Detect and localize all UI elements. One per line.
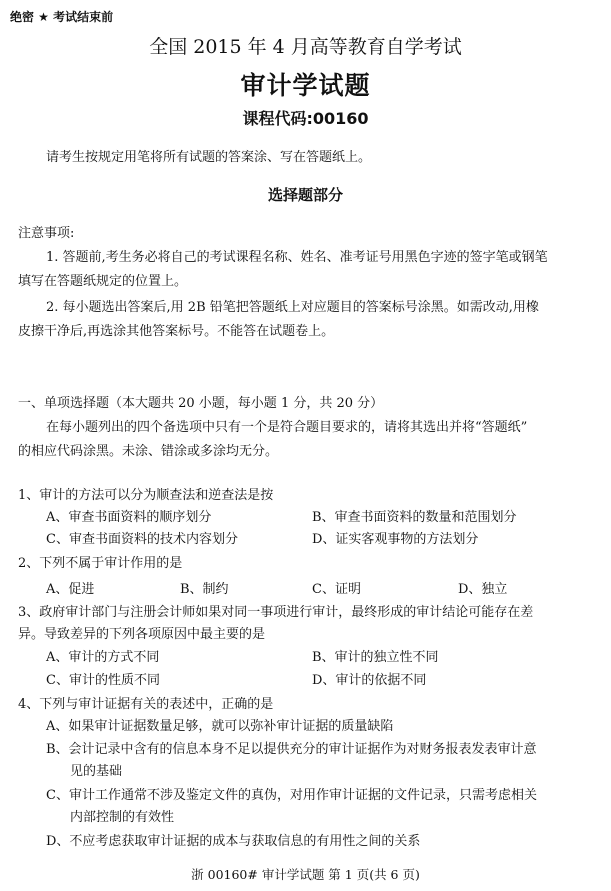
instruction-text: 请考生按规定用笔将所有试题的答案涂、写在答题纸上。 bbox=[46, 150, 372, 165]
q3-option-a: A、审计的方式不同 bbox=[46, 650, 160, 665]
note-2-line-1: 2. 每小题选出答案后,用 2B 铅笔把答题纸上对应题目的答案标号涂黑。如需改动,用橡 bbox=[46, 300, 539, 315]
note-2-line-2: 皮擦干净后,再选涂其他答案标号。不能答在试题卷上。 bbox=[18, 324, 335, 339]
q3-stem-line-1: 3、政府审计部门与注册会计师如果对同一事项进行审计，最终形成的审计结论可能存在差 bbox=[18, 605, 534, 620]
q2-stem: 2、下列不属于审计作用的是 bbox=[18, 556, 183, 571]
notes-heading: 注意事项: bbox=[18, 226, 75, 241]
q4-option-b-line-2: 见的基础 bbox=[70, 764, 123, 779]
q1-option-a: A、审查书面资料的顺序划分 bbox=[46, 510, 212, 525]
part1-heading: 一、单项选择题（本大题共 20 小题，每小题 1 分，共 20 分） bbox=[18, 396, 384, 411]
note-1-line-2: 填写在答题纸规定的位置上。 bbox=[18, 274, 188, 289]
course-code: 课程代码:00160 bbox=[242, 109, 369, 128]
page-footer: 浙 00160# 审计学试题 第 1 页(共 6 页) bbox=[191, 867, 420, 882]
q4-option-b-line-1: B、会计记录中含有的信息本身不足以提供充分的审计证据作为对财务报表发表审计意 bbox=[46, 742, 537, 757]
q4-option-d: D、不应考虑获取审计证据的成本与获取信息的有用性之间的关系 bbox=[46, 834, 421, 849]
part1-desc-line-2: 的相应代码涂黑。未涂、错涂或多涂均无分。 bbox=[18, 444, 279, 459]
exam-title: 全国 2015 年 4 月高等教育自学考试 bbox=[149, 36, 462, 58]
q3-option-d: D、审计的依据不同 bbox=[312, 673, 427, 688]
note-1-line-1: 1. 答题前,考生务必将自己的考试课程名称、姓名、准考证号用黑色字迹的签字笔或钢笔 bbox=[46, 250, 548, 265]
q1-option-b: B、审查书面资料的数量和范围划分 bbox=[312, 510, 517, 525]
q2-option-c: C、证明 bbox=[312, 582, 361, 597]
subject-title: 审计学试题 bbox=[240, 71, 371, 100]
q1-stem: 1、审计的方法可以分为顺查法和逆查法是按 bbox=[18, 488, 274, 503]
q3-stem-line-2: 异。导致差异的下列各项原因中最主要的是 bbox=[18, 627, 266, 642]
q4-option-c-line-1: C、审计工作通常不涉及鉴定文件的真伪，对用作审计证据的文件记录，只需考虑相关 bbox=[46, 788, 537, 803]
section-title: 选择题部分 bbox=[267, 186, 343, 204]
q4-stem: 4、下列与审计证据有关的表述中，正确的是 bbox=[18, 697, 274, 712]
q2-option-d: D、独立 bbox=[458, 582, 508, 597]
q3-option-c: C、审计的性质不同 bbox=[46, 673, 160, 688]
q4-option-c-line-2: 内部控制的有效性 bbox=[70, 810, 175, 825]
q2-option-b: B、制约 bbox=[180, 582, 229, 597]
q2-option-a: A、促进 bbox=[46, 582, 95, 597]
q1-option-d: D、证实客观事物的方法划分 bbox=[312, 532, 479, 547]
confidential-label: 绝密 ★ 考试结束前 bbox=[10, 10, 114, 24]
q3-option-b: B、审计的独立性不同 bbox=[312, 650, 439, 665]
q4-option-a: A、如果审计证据数量足够，就可以弥补审计证据的质量缺陷 bbox=[46, 719, 394, 734]
part1-desc-line-1: 在每小题列出的四个备选项中只有一个是符合题目要求的，请将其选出并将“答题纸” bbox=[46, 420, 528, 435]
q1-option-c: C、审查书面资料的技术内容划分 bbox=[46, 532, 238, 547]
